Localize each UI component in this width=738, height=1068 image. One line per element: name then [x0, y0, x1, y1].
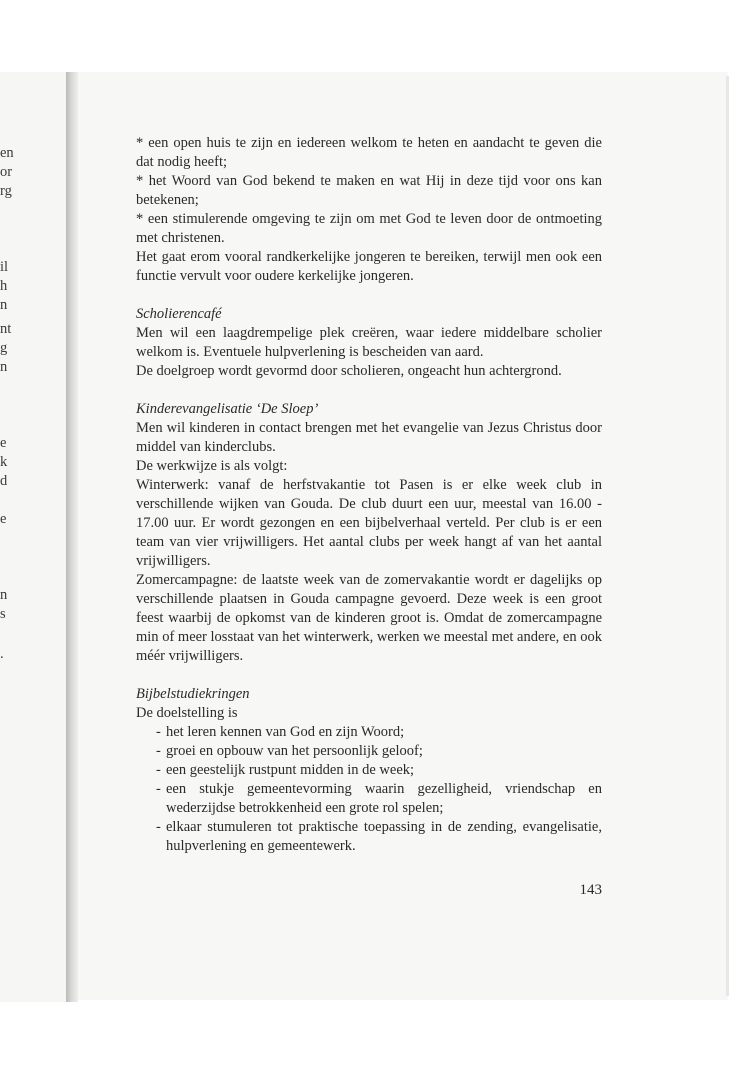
left-facing-page — [0, 72, 66, 1002]
left-page-fragment: il — [0, 259, 9, 275]
left-page-fragment: en — [0, 145, 14, 161]
intro-line: * een open huis te zijn en iedereen welkom te heten en aandacht te geven die dat nodig heeft; — [136, 135, 602, 170]
left-page-fragment: k — [0, 454, 8, 470]
left-page-fragment: . — [0, 646, 4, 662]
paragraph: De doelstelling is — [136, 705, 238, 721]
intro-line: * een stimulerende omgeving te zijn om met God te leven door de ontmoeting met christenen. — [136, 211, 602, 246]
left-page-fragment: s — [0, 606, 6, 622]
left-page-fragment: or — [0, 164, 13, 180]
page-edge — [726, 76, 729, 996]
left-page-fragment: g — [0, 340, 8, 356]
page-number: 143 — [579, 882, 602, 898]
list-item: - een geestelijk rustpunt midden in de week; — [156, 762, 415, 778]
list-item: - elkaar stumuleren tot praktische toepassing in de zending, evangelisatie, hulpverlening en gemeentewerk. — [156, 819, 602, 854]
intro-line: * het Woord van God bekend te maken en wat Hij in deze tijd voor ons kan betekenen; — [136, 173, 602, 208]
book-gutter — [66, 72, 78, 1002]
list-item: - groei en opbouw van het persoonlijk geloof; — [156, 743, 423, 759]
left-page-fragment: n — [0, 297, 8, 313]
list-item: - het leren kennen van God en zijn Woord; — [156, 724, 405, 740]
left-page-fragment: nt — [0, 321, 12, 337]
paragraph: Winterwerk: vanaf de herfstvakantie tot Pasen is er elke week club in verschillende wijken van Gouda. De club duurt een uur, meestal van 16.00 - 17.00 uur. Er wordt gezongen en een bijbelverhaal verteld. Per club is er een team van vier vrijwilligers. Het aantal clubs per week hangt af van het aantal vrijwilligers. — [136, 477, 602, 569]
paragraph: De werkwijze is als volgt: — [136, 458, 288, 474]
left-page-fragment: e — [0, 511, 7, 527]
left-page-fragment: d — [0, 473, 8, 489]
paragraph: Zomercampagne: de laatste week van de zomervakantie wordt er dagelijks op verschillende plaatsen in Gouda campagne gevoerd. Deze week is een groot feest waarbij de opkomst van de kinderen groot is. Omdat de zomercampagne min of meer losstaat van het winterwerk, werken we meestal met andere, en ook méér vrijwilligers. — [136, 572, 602, 664]
paragraph: Men wil een laagdrempelige plek creëren, waar iedere middelbare scholier welkom is. Eventuele hulpverlening is bescheiden van aard. — [136, 325, 602, 360]
section-heading-bijbelstudiekringen: Bijbelstudiekringen — [136, 686, 250, 702]
left-page-fragment: h — [0, 278, 8, 294]
list-item: - een stukje gemeentevorming waarin gezelligheid, vriendschap en wederzijdse betrokkenheid een grote rol spelen; — [156, 781, 602, 816]
goals-list — [136, 723, 602, 856]
left-page-fragment: n — [0, 359, 8, 375]
paragraph: Men wil kinderen in contact brengen met het evangelie van Jezus Christus door middel van kinderclubs. — [136, 420, 602, 455]
left-page-fragment: e — [0, 435, 7, 451]
section-heading-scholierencafe: Scholierencafé — [136, 306, 222, 322]
paragraph: De doelgroep wordt gevormd door scholieren, ongeacht hun achtergrond. — [136, 363, 562, 379]
page-text — [136, 134, 602, 856]
section-heading-kinderevangelisatie: Kinderevangelisatie ‘De Sloep’ — [136, 401, 319, 417]
left-page-fragment: n — [0, 587, 8, 603]
intro-line: Het gaat erom vooral randkerkelijke jongeren te bereiken, terwijl men ook een functie vervult voor oudere kerkelijke jongeren. — [136, 249, 602, 284]
left-page-fragment: rg — [0, 183, 12, 199]
